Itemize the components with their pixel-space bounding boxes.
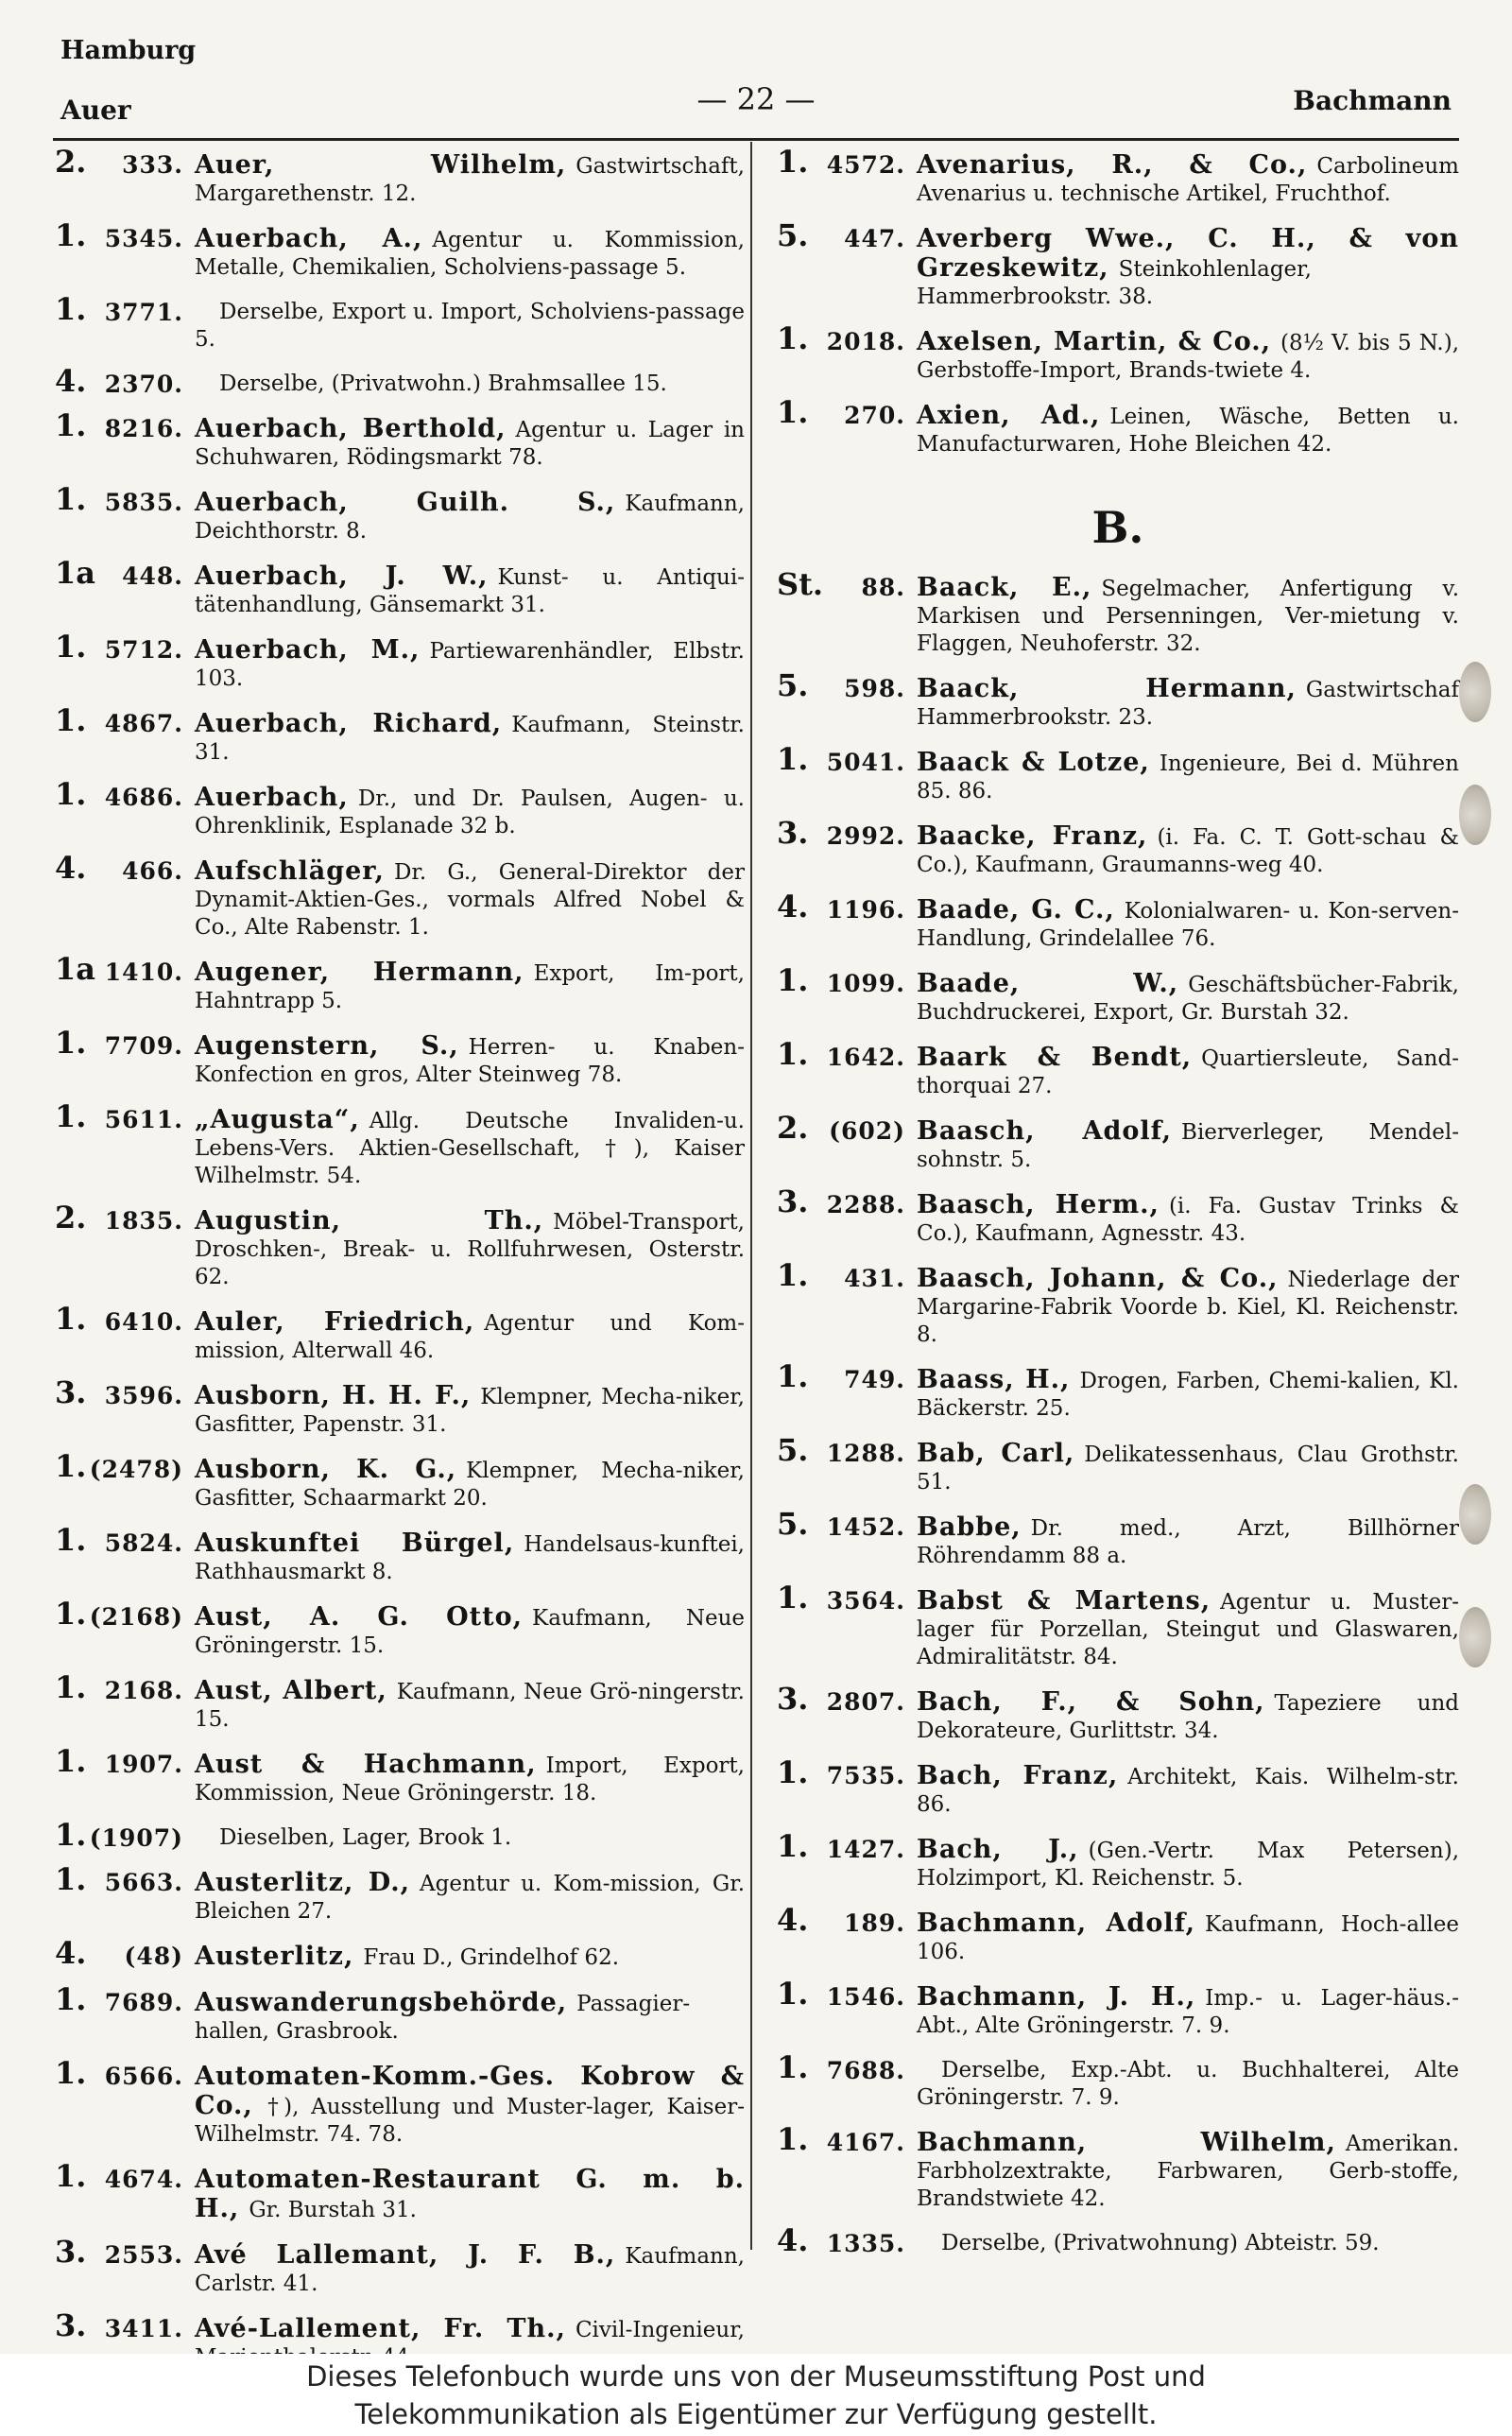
directory-entry [55, 2158, 745, 2224]
exchange-zone: 1. [777, 1036, 809, 1072]
phone-number: 3564. [826, 1587, 905, 1615]
phone-number: 466. [122, 857, 183, 885]
subscriber-details: Kaufmann, Neue Gröningerstr. 15. [195, 1606, 745, 1658]
exchange-zone: 1. [55, 629, 87, 665]
directory-entry [55, 1669, 745, 1734]
phone-number: 6410. [104, 1308, 183, 1336]
directory-entry [55, 1522, 745, 1586]
subscriber-details: †), Ausstellung und Muster-lager, Kaiser-Wilhelmstr. 74. 78. [195, 2095, 745, 2147]
binding-hole [1459, 1607, 1491, 1667]
exchange-zone: 2. [777, 1110, 809, 1146]
exchange-zone: 1. [55, 2055, 87, 2091]
exchange-zone: 1. [55, 1743, 87, 1779]
exchange-zone: 1. [55, 2158, 87, 2194]
exchange-zone: 3. [777, 1681, 809, 1717]
directory-entry [777, 815, 1459, 879]
directory-entry [55, 2234, 745, 2298]
directory-entry [55, 1596, 745, 1660]
phone-number: 4167. [826, 2129, 905, 2156]
subscriber-name: Babbe, [917, 1512, 1022, 1542]
subscriber-details: Derselbe, (Privatwohn.) Brahmsallee 15. [219, 371, 667, 396]
page-number: — 22 — [696, 81, 816, 117]
subscriber-details: Drogen, Farben, Chemi-kalien, Kl. Bäckerstr. 25. [917, 1369, 1459, 1421]
exchange-zone: 1. [55, 1981, 87, 2017]
exchange-zone: 3. [777, 1183, 809, 1219]
phone-number: 2807. [826, 1688, 905, 1716]
subscriber-details: Tapeziere und Dekorateure, Gurlittstr. 34. [917, 1691, 1459, 1743]
exchange-zone: 1. [55, 217, 87, 253]
exchange-zone: 1. [777, 2049, 809, 2085]
exchange-zone: 1. [777, 1257, 809, 1293]
phone-number: 447. [844, 225, 905, 252]
phone-number: 2018. [826, 328, 905, 355]
exchange-zone: 1. [55, 1861, 87, 1897]
directory-entry [55, 144, 745, 208]
directory-entry [777, 1432, 1459, 1496]
subscriber-details: Import, Export, Kommission, Neue Gröningerstr. 18. [195, 1754, 745, 1805]
subscriber-details: Ingenieure, Bei d. Mühren 85. 86. [917, 752, 1459, 803]
subscriber-details: Geschäftsbücher-Fabrik, Buchdruckerei, Export, Gr. Burstah 32. [917, 973, 1459, 1025]
phone-number: (1907) [89, 1824, 183, 1852]
subscriber-name: Ausborn, K. G., [195, 1455, 457, 1484]
subscriber-details: Agentur u. Muster-lager für Porzellan, Steingut und Glaswaren, Admiralitätstr. 84. [917, 1590, 1459, 1669]
exchange-zone: 1. [777, 2121, 809, 2157]
subscriber-details: Klempner, Mecha-niker, Gasfitter, Schaarmarkt 20. [195, 1459, 745, 1511]
subscriber-name: Axien, Ad., [917, 401, 1101, 430]
subscriber-details: Niederlage der Margarine-Fabrik Voorde b. Kiel, Kl. Reichenstr. 8. [917, 1268, 1459, 1347]
subscriber-details: Kolonialwaren- u. Kon-serven-Handlung, Grindelallee 76. [917, 899, 1459, 951]
subscriber-details: Imp.- u. Lager-häus.-Abt., Alte Gröningerstr. 7. 9. [917, 1986, 1459, 2038]
exchange-zone: 1. [55, 702, 87, 738]
phone-number: 5663. [104, 1869, 183, 1896]
phone-number: 189. [844, 1909, 905, 1937]
subscriber-name: Baacke, Franz, [917, 821, 1148, 851]
phone-number: 3411. [104, 2315, 183, 2342]
subscriber-details: (i. Fa. Gustav Trinks & Co.), Kaufmann, Agnesstr. 43. [917, 1194, 1459, 1246]
exchange-zone: 5. [777, 667, 809, 703]
subscriber-name: Bach, F., & Sohn, [917, 1687, 1265, 1717]
binding-hole [1459, 1484, 1491, 1545]
exchange-zone: 1. [55, 1448, 87, 1484]
subscriber-name: Auer, Wilhelm, [195, 150, 567, 180]
subscriber-name: „Augusta“, [195, 1105, 360, 1134]
subscriber-name: Bachmann, Wilhelm, [917, 2128, 1336, 2157]
phone-number: 1835. [104, 1207, 183, 1235]
subscriber-name: Auerbach, [195, 783, 349, 812]
directory-entry [777, 394, 1459, 458]
right-column [777, 144, 1460, 2274]
directory-entry [777, 566, 1460, 658]
subscriber-name: Baasch, Adolf, [917, 1116, 1173, 1146]
column-divider [750, 142, 752, 2250]
phone-number: 333. [122, 151, 183, 179]
directory-entry [55, 702, 745, 767]
subscriber-name: Automaten-Komm.-Ges. Kobrow & Co., [195, 2062, 745, 2120]
phone-number: 4674. [104, 2166, 183, 2193]
exchange-zone: 1. [55, 291, 87, 327]
directory-entry [55, 1935, 745, 1972]
subscriber-name: Augustin, Th., [195, 1206, 544, 1235]
phone-number: 6566. [104, 2063, 183, 2090]
subscriber-details: Export, Im-port, Hahntrapp 5. [195, 961, 745, 1013]
directory-entry [55, 407, 745, 472]
directory-entry [777, 1902, 1460, 1966]
phone-number: 431. [844, 1265, 905, 1292]
phone-number: 448. [122, 562, 183, 590]
exchange-zone: St. [777, 566, 824, 602]
directory-entry [55, 363, 745, 399]
exchange-zone: 3. [55, 2307, 87, 2343]
directory-entry [55, 1374, 745, 1439]
exchange-zone: 1. [777, 741, 809, 777]
subscriber-name: Bachmann, J. H., [917, 1982, 1196, 2012]
exchange-zone: 1. [55, 407, 87, 443]
phone-number: 2168. [104, 1677, 183, 1704]
subscriber-details: Segelmacher, Anfertigung v. Markisen und Persenningen, Ver-mietung v. Flaggen, Neuhoferstr. 32. [917, 577, 1460, 656]
directory-entry [55, 217, 745, 282]
exchange-zone: 3. [55, 2234, 87, 2270]
phone-number: 88. [861, 574, 905, 601]
phone-number: (2168) [89, 1603, 183, 1631]
phone-number: 5824. [104, 1529, 183, 1557]
directory-entry [777, 2222, 1459, 2258]
directory-entry [55, 1743, 745, 1807]
directory-entry [777, 1110, 1459, 1174]
exchange-zone: 3. [777, 815, 809, 851]
phone-number: (48) [124, 1943, 183, 1970]
exchange-zone: 1. [777, 1828, 809, 1864]
exchange-zone: 1. [55, 776, 87, 812]
exchange-zone: 4. [777, 889, 809, 924]
directory-entry [55, 776, 745, 840]
phone-number: 1335. [826, 2230, 905, 2257]
directory-entry [55, 1098, 745, 1190]
directory-entry [55, 291, 745, 354]
directory-entry [55, 1025, 746, 1089]
subscriber-details: Derselbe, Exp.-Abt. u. Buchhalterei, Alte Gröningerstr. 7. 9. [917, 2058, 1459, 2110]
subscriber-details: Carbolineum Avenarius u. technische Artikel, Fruchthof. [917, 154, 1459, 206]
exchange-zone: 1. [777, 144, 809, 180]
subscriber-details: Derselbe, Export u. Import, Scholviens-passage 5. [195, 300, 745, 352]
subscriber-name: Augenstern, S., [195, 1031, 459, 1061]
exchange-zone: 1. [55, 1301, 87, 1337]
exchange-zone: 4. [55, 850, 87, 886]
directory-entry [777, 741, 1459, 805]
directory-entry [55, 1301, 745, 1365]
subscriber-details: Möbel-Transport, Droschken-, Break- u. Rollfuhrwesen, Osterstr. 62. [195, 1210, 745, 1289]
exchange-zone: 4. [55, 363, 87, 399]
right-entries-b [777, 566, 1460, 2258]
footer-line-2: Telekommunikation als Eigentümer zur Verfügung gestellt. [354, 2398, 1158, 2430]
subscriber-name: Avé-Lallement, Fr. Th., [195, 2314, 566, 2343]
subscriber-name: Baade, W., [917, 969, 1179, 998]
phone-number: 1546. [826, 1983, 905, 2011]
subscriber-details: Agentur und Kom-mission, Alterwall 46. [195, 1311, 745, 1363]
subscriber-name: Babst & Martens, [917, 1586, 1211, 1615]
directory-entry [55, 850, 745, 942]
phone-number: 5835. [104, 489, 183, 516]
subscriber-name: Auswanderungsbehörde, [195, 1988, 568, 2017]
exchange-zone: 4. [777, 1902, 809, 1938]
subscriber-details: Herren- u. Knaben-Konfection en gros, Alter Steinweg 78. [195, 1035, 746, 1087]
subscriber-details: Passagier-hallen, Grasbrook. [195, 1992, 691, 2044]
directory-entry [55, 1981, 745, 2046]
subscriber-details: Dieselben, Lager, Brook 1. [219, 1825, 512, 1850]
subscriber-name: Baark & Bendt, [917, 1043, 1193, 1072]
exchange-zone: 5. [777, 217, 809, 253]
subscriber-name: Baasch, Johann, & Co., [917, 1264, 1279, 1293]
directory-entry [777, 1358, 1459, 1423]
exchange-zone: 1a [55, 951, 95, 987]
subscriber-name: Austerlitz, D., [195, 1868, 410, 1897]
subscriber-details: Civil-Ingenieur, [575, 2318, 745, 2342]
exchange-zone: 5. [777, 1506, 809, 1542]
subscriber-details: Dr. med., Arzt, Billhörner Röhrendamm 88 a. [917, 1516, 1459, 1568]
phone-number: (602) [829, 1117, 905, 1145]
subscriber-name: Auerbach, J. W., [195, 561, 489, 591]
subscriber-details: Kaufmann, Hoch-allee 106. [917, 1912, 1460, 1964]
subscriber-details: Kaufmann, Deichthorstr. 8. [195, 492, 745, 544]
subscriber-details: Quartiersleute, Sand-thorquai 27. [917, 1046, 1459, 1098]
phone-number: 5041. [826, 749, 905, 776]
directory-entry [777, 1580, 1459, 1671]
subscriber-name: Austerlitz, [195, 1942, 354, 1971]
exchange-zone: 5. [777, 1432, 809, 1468]
subscriber-details: Frau D., Grindelhof 62. [363, 1945, 620, 1970]
phone-number: 7689. [104, 1989, 183, 2016]
directory-entry [777, 144, 1459, 208]
subscriber-name: Augener, Hermann, [195, 958, 524, 987]
exchange-zone: 1. [777, 1580, 809, 1615]
directory-entry [55, 555, 745, 619]
directory-entry [777, 1183, 1459, 1248]
directory-entry [777, 667, 1459, 732]
subscriber-details: Allg. Deutsche Invaliden-u. Lebens-Vers. Aktien-Gesellschaft, †), Kaiser Wilhelmstr. 54. [195, 1109, 745, 1188]
directory-entry [55, 2055, 745, 2149]
phone-number: (2478) [89, 1456, 183, 1483]
directory-entry [777, 1506, 1459, 1570]
binding-hole [1459, 785, 1491, 845]
phone-number: 270. [844, 402, 905, 429]
subscriber-name: Aust, Albert, [195, 1676, 387, 1705]
subscriber-details: Agentur u. Kom-mission, Gr. Bleichen 27. [195, 1872, 746, 1924]
subscriber-name: Baack, E., [917, 573, 1092, 602]
phone-number: 4572. [826, 151, 905, 179]
directory-entry [777, 1257, 1459, 1349]
subscriber-name: Bach, Franz, [917, 1761, 1119, 1790]
subscriber-details: Architekt, Kais. Wilhelm-str. 86. [917, 1765, 1459, 1817]
phone-number: 2992. [826, 822, 905, 850]
exchange-zone: 1. [55, 1098, 87, 1134]
subscriber-details: Bierverleger, Mendel-sohnstr. 5. [917, 1120, 1459, 1172]
subscriber-details: Amerikan. Farbholzextrakte, Farbwaren, Gerb-stoffe, Brandstwiete 42. [917, 2132, 1459, 2211]
phone-number: 1452. [826, 1513, 905, 1541]
subscriber-name: Aust, A. G. Otto, [195, 1602, 524, 1632]
exchange-zone: 1a [55, 555, 95, 591]
subscriber-details: Derselbe, (Privatwohnung) Abteistr. 59. [941, 2231, 1380, 2255]
exchange-zone: 1. [777, 1358, 809, 1394]
subscriber-name: Auskunftei Bürgel, [195, 1529, 515, 1558]
phone-number: 749. [844, 1366, 905, 1393]
directory-entry [777, 1754, 1459, 1819]
phone-number: 8216. [104, 415, 183, 442]
phone-number: 1410. [104, 959, 183, 986]
phone-number: 5345. [104, 225, 183, 252]
phone-number: 1099. [826, 970, 905, 997]
exchange-zone: 1. [55, 1522, 87, 1558]
directory-entry [55, 629, 745, 693]
directory-entry [777, 1681, 1459, 1745]
subscriber-details: Agentur u. Kommission, Metalle, Chemikalien, Scholviens-passage 5. [195, 228, 745, 280]
subscriber-details: Partiewarenhändler, Elbstr. 103. [195, 639, 745, 691]
section-letter: B. [1091, 502, 1144, 553]
phone-number: 7535. [826, 1762, 905, 1789]
exchange-zone: 1. [777, 320, 809, 356]
phone-number: 4867. [104, 710, 183, 737]
subscriber-name: Auerbach, Berthold, [195, 414, 507, 443]
subscriber-details: (i. Fa. C. T. Gott-schau & Co.), Kaufmann, Graumanns-weg 40. [917, 825, 1459, 877]
exchange-zone: 2. [55, 144, 87, 180]
exchange-zone: 1. [777, 394, 809, 430]
subscriber-details: Kaufmann, Neue Grö-ningerstr. 15. [195, 1680, 745, 1732]
header-first-entry: Auer [60, 95, 131, 126]
subscriber-name: Auerbach, A., [195, 224, 423, 253]
directory-entry [55, 1817, 745, 1853]
phone-number: 1642. [826, 1044, 905, 1071]
directory-entry [55, 481, 745, 545]
exchange-zone: 1. [55, 1817, 87, 1853]
subscriber-name: Auler, Friedrich, [195, 1307, 475, 1337]
subscriber-name: Axelsen, Martin, & Co., [917, 327, 1272, 356]
subscriber-name: Auerbach, M., [195, 635, 421, 665]
subscriber-name: Bachmann, Adolf, [917, 1909, 1196, 1938]
subscriber-details: Agentur u. Lager in Schuhwaren, Rödingsmarkt 78. [195, 418, 745, 470]
subscriber-details: Steinkohlenlager, Hammerbrookstr. 38. [917, 257, 1312, 309]
phone-number: 2288. [826, 1191, 905, 1218]
phone-number: 5611. [104, 1106, 183, 1133]
subscriber-details: Dr., und Dr. Paulsen, Augen- u. Ohrenklinik, Esplanade 32 b. [195, 786, 745, 838]
directory-entry [777, 2121, 1459, 2213]
phone-number: 1288. [826, 1440, 905, 1467]
exchange-zone: 4. [777, 2222, 809, 2258]
phone-number: 4686. [104, 784, 183, 811]
subscriber-name: Baack & Lotze, [917, 748, 1150, 777]
header-last-entry: Bachmann [1293, 85, 1452, 116]
subscriber-name: Averberg Wwe., C. H., & von Grzeskewitz, [917, 224, 1459, 283]
subscriber-details: (8½ V. bis 5 N.), Gerbstoffe-Import, Brands-twiete 4. [917, 331, 1460, 383]
subscriber-details: Handelsaus-kunftei, Rathhausmarkt 8. [195, 1532, 745, 1584]
phone-number: 2370. [104, 371, 183, 398]
directory-entry [777, 1036, 1459, 1100]
phone-number: 2553. [104, 2241, 183, 2269]
footer-notice [0, 2354, 1512, 2436]
subscriber-name: Bach, J., [917, 1835, 1079, 1864]
phone-number: 3596. [104, 1382, 183, 1409]
exchange-zone: 2. [55, 1200, 87, 1235]
subscriber-details: Dr. G., General-Direktor der Dynamit-Aktien-Ges., vormals Alfred Nobel & Co., Alte Rabenstr. 1. [195, 860, 745, 940]
exchange-zone: 1. [777, 1754, 809, 1790]
subscriber-details: Gr. Burstah 31. [249, 2198, 417, 2222]
subscriber-name: Baasch, Herm., [917, 1190, 1160, 1219]
phone-number: 3771. [104, 299, 183, 326]
subscriber-name: Auerbach, Guilh. S., [195, 488, 616, 517]
exchange-zone: 1. [777, 962, 809, 998]
subscriber-details: Klempner, Mecha-niker, Gasfitter, Papenstr. 31. [195, 1385, 745, 1437]
phone-number: 7709. [104, 1032, 183, 1060]
directory-entry [55, 1448, 745, 1512]
exchange-zone: 1. [777, 1976, 809, 2012]
directory-entry [777, 2049, 1459, 2112]
subscriber-details: Kaufmann, Steinstr. 31. [195, 713, 745, 765]
right-entries-a [777, 144, 1460, 458]
subscriber-name: Baade, G. C., [917, 895, 1115, 924]
header-city: Hamburg [60, 36, 197, 65]
directory-entry [777, 1828, 1460, 1892]
directory-entry [777, 320, 1460, 385]
directory-entry [55, 1861, 746, 1926]
exchange-zone: 4. [55, 1935, 87, 1971]
subscriber-name: Auerbach, Richard, [195, 709, 503, 738]
phone-number: 5712. [104, 636, 183, 664]
subscriber-name: Automaten-Restaurant G. m. b. H., [195, 2165, 745, 2223]
phone-number: 1196. [826, 896, 905, 924]
header-rule [53, 138, 1459, 141]
subscriber-name: Aust & Hachmann, [195, 1750, 537, 1779]
exchange-zone: 1. [55, 1596, 87, 1632]
subscriber-name: Avenarius, R., & Co., [917, 150, 1308, 180]
directory-entry [777, 889, 1459, 953]
subscriber-details: Gastwirtschaf Hammerbrookstr. 23. [917, 678, 1459, 730]
subscriber-name: Bab, Carl, [917, 1439, 1075, 1468]
phone-number: 1427. [826, 1836, 905, 1863]
subscriber-name: Aufschläger, [195, 856, 385, 886]
left-column [55, 144, 746, 2389]
directory-entry [55, 951, 745, 1015]
directory-entry [55, 1200, 745, 1291]
subscriber-details: Kaufmann, Carlstr. 41. [195, 2244, 745, 2296]
directory-entry [777, 962, 1459, 1027]
subscriber-name: Baack, Hermann, [917, 674, 1297, 703]
footer-line-1: Dieses Telefonbuch wurde uns von der Museumsstiftung Post und [306, 2360, 1206, 2393]
exchange-zone: 1. [55, 1669, 87, 1705]
subscriber-details: Gastwirtschaft, Margarethenstr. 12. [195, 154, 745, 206]
subscriber-name: Ausborn, H. H. F., [195, 1381, 472, 1410]
subscriber-details: Delikatessenhaus, Clau Grothstr. 51. [917, 1443, 1459, 1494]
exchange-zone: 3. [55, 1374, 87, 1410]
subscriber-name: Avé Lallemant, J. F. B., [195, 2240, 616, 2270]
phone-number: 1907. [104, 1751, 183, 1778]
phone-number: 598. [844, 675, 905, 702]
subscriber-name: Baass, H., [917, 1365, 1071, 1394]
phone-number: 7688. [826, 2057, 905, 2084]
subscriber-details: Kunst- u. Antiqui-tätenhandlung, Gänsemarkt 31. [195, 565, 745, 617]
subscriber-details: (Gen.-Vertr. Max Petersen), Holzimport, Kl. Reichenstr. 5. [917, 1839, 1460, 1891]
exchange-zone: 1. [55, 481, 87, 517]
directory-entry [777, 1976, 1459, 2040]
subscriber-details: Leinen, Wäsche, Betten u. Manufacturwaren, Hohe Bleichen 42. [917, 405, 1459, 457]
binding-hole [1459, 662, 1491, 722]
directory-entry [777, 217, 1459, 311]
exchange-zone: 1. [55, 1025, 87, 1061]
